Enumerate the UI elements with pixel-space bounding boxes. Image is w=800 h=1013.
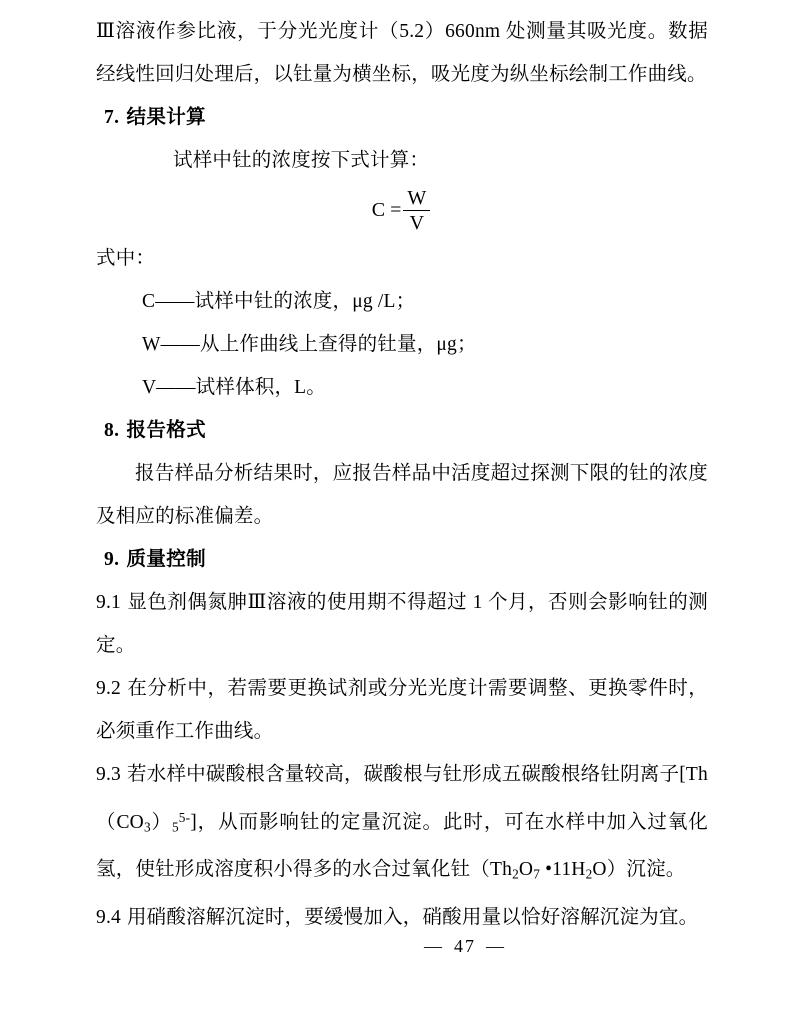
item-9-2 bbox=[96, 667, 708, 753]
formula-numerator: W bbox=[403, 187, 430, 211]
item-9-3-text-part6: O）沉淀。 bbox=[592, 859, 686, 881]
section-title-8: 报告格式 bbox=[126, 420, 207, 441]
section-heading-7 bbox=[104, 96, 708, 139]
section-title-9: 质量控制 bbox=[126, 549, 207, 570]
item-9-3-sub1: 3 bbox=[143, 819, 151, 835]
item-9-4 bbox=[96, 896, 708, 939]
section-heading-8 bbox=[104, 409, 708, 452]
page-footer bbox=[0, 936, 800, 957]
item-9-1 bbox=[96, 581, 708, 667]
section-title-7: 结果计算 bbox=[126, 107, 207, 128]
where-label: 式中： bbox=[96, 248, 156, 269]
item-9-2-text: 在分析中，若需要更换试剂或分光光度计需要调整、更换零件时，必须重作工作曲线。 bbox=[96, 678, 708, 742]
definition-c: C——试样中钍的浓度，μg /L； bbox=[142, 291, 416, 312]
item-9-3-sup2: 5- bbox=[178, 810, 191, 825]
item-9-3-label: 9.3 bbox=[96, 764, 121, 785]
section-number-9: 9. bbox=[104, 549, 120, 570]
definition-w: W——从上作曲线上查得的钍量，μg； bbox=[142, 334, 477, 355]
section-heading-9 bbox=[104, 538, 708, 581]
item-9-3-sub3: 2 bbox=[512, 866, 519, 882]
item-9-3 bbox=[96, 753, 708, 896]
formula-left: C = bbox=[371, 199, 402, 222]
formula-fraction bbox=[403, 187, 430, 234]
footer-left-dash: — bbox=[424, 936, 444, 956]
item-9-3-text-part4: O bbox=[518, 859, 534, 881]
item-9-3-text-part2: ） bbox=[150, 811, 172, 833]
item-9-3-text-part3: ]，从而影响钍的定量沉淀。此时，可在水样中加入过氧化氢，使钍形成溶度积小得多的水合过氧化钍（Th bbox=[96, 811, 708, 881]
definition-v: V——试样体积，L。 bbox=[142, 377, 326, 398]
item-9-4-text: 用硝酸溶解沉淀时，要缓慢加入，硝酸用量以恰好溶解沉淀为宜。 bbox=[126, 906, 699, 928]
section7-lead: 试样中钍的浓度按下式计算： bbox=[173, 150, 430, 171]
intro-paragraph: Ⅲ溶液作参比液，于分光光度计（5.2）660nm 处测量其吸光度。数据经线性回归处理后，以钍量为横坐标，吸光度为纵坐标绘制工作曲线。 bbox=[96, 21, 708, 85]
item-9-3-sub4: 7 bbox=[533, 866, 541, 882]
section8-paragraph: 报告样品分析结果时，应报告样品中活度超过探测下限的钍的浓度及相应的标准偏差。 bbox=[96, 463, 708, 527]
item-9-3-sub5: 2 bbox=[585, 866, 593, 882]
formula-denominator: V bbox=[409, 212, 425, 234]
item-9-3-text-part1: 若水样中碳酸根含量较高，碳酸根与钍形成五碳酸根络钍阴离子[Th（CO bbox=[96, 764, 708, 833]
item-9-2-label: 9.2 bbox=[96, 678, 121, 699]
item-9-4-label: 9.4 bbox=[96, 906, 121, 928]
item-9-3-text-part5: •11H bbox=[540, 859, 586, 881]
page-number: 47 bbox=[454, 936, 476, 956]
item-9-1-label: 9.1 bbox=[96, 592, 121, 613]
item-9-3-sub2: 5 bbox=[171, 819, 179, 835]
formula-concentration bbox=[96, 188, 708, 235]
section-number-8: 8. bbox=[104, 420, 120, 441]
section-number-7: 7. bbox=[104, 107, 120, 128]
footer-right-dash: — bbox=[486, 936, 506, 956]
item-9-1-text: 显色剂偶氮胂Ⅲ溶液的使用期不得超过 1 个月，否则会影响钍的测定。 bbox=[96, 592, 708, 656]
